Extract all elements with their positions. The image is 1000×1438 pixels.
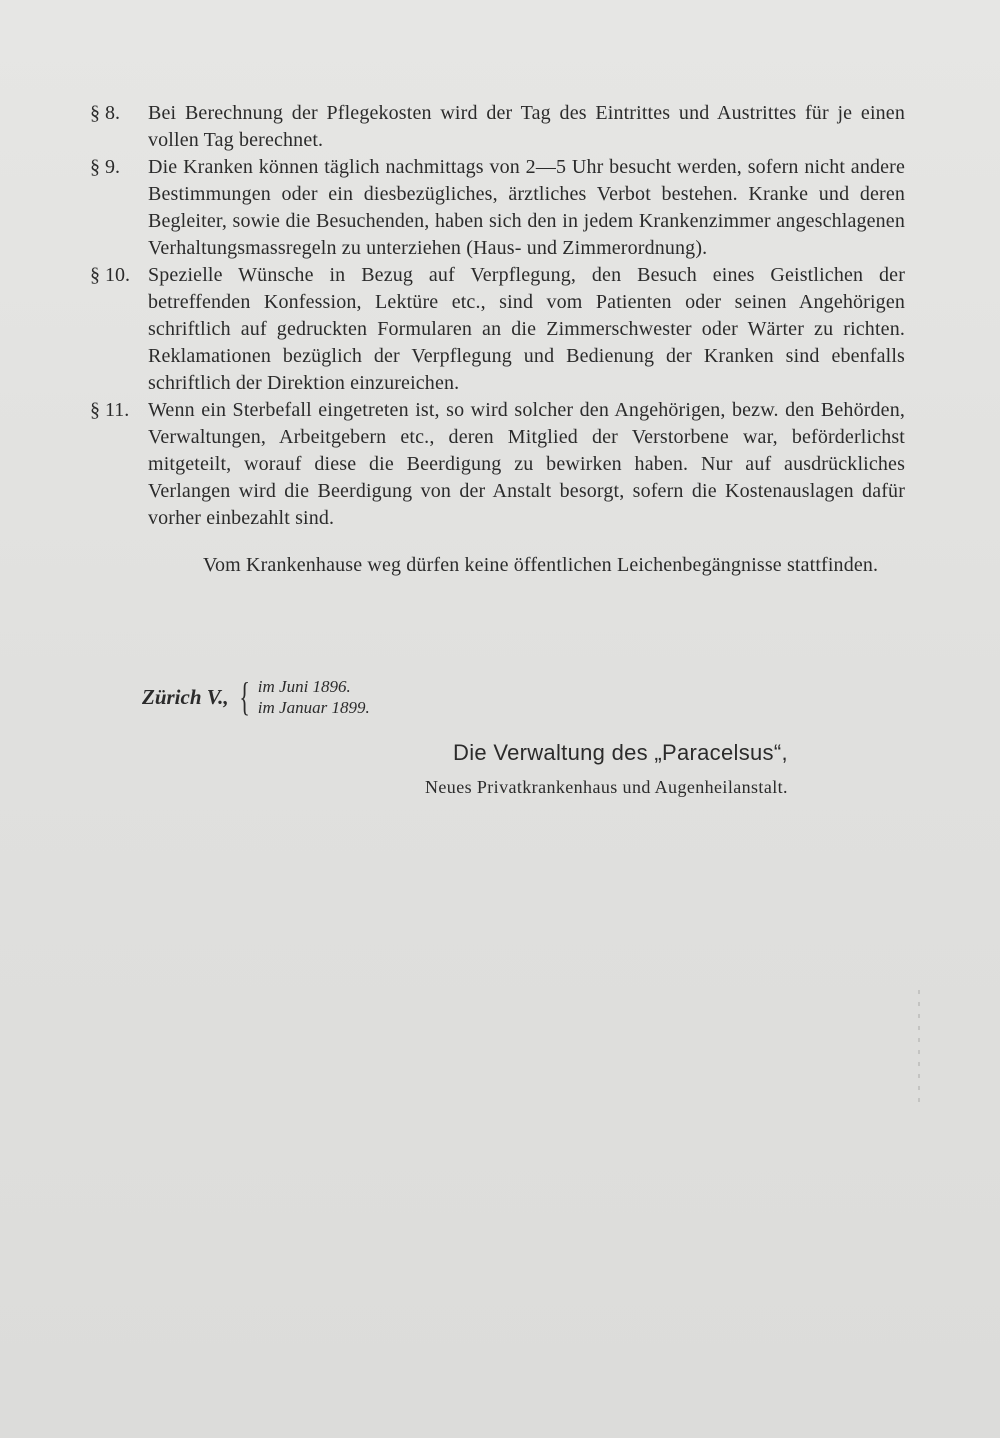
- scan-artifact: [918, 990, 920, 1110]
- regulations-body: [90, 100, 905, 599]
- signature-title: Die Verwaltung des „Paracelsus“,: [453, 740, 788, 765]
- paragraph-text: Die Kranken können täglich nachmittags von 2—5 Uhr besucht werden, sofern nicht andere Bestimmungen oder ein diesbezügliches, ärztliches Verbot bestehen. Kranke und deren Begleiter, sowie die Besuchenden, haben sich den in jedem Krankenzimmer angeschlagenen Verhaltungsmassregeln zu unterziehen (Haus- und Zimmerordnung).: [148, 156, 905, 259]
- brace: {: [238, 674, 250, 719]
- date-line: im Juni 1896.: [257, 677, 351, 696]
- paragraph-10: [90, 262, 905, 397]
- paragraph-number: § 9.: [90, 156, 120, 178]
- place-date-block: [142, 676, 370, 718]
- paragraph-8: [90, 100, 905, 154]
- signature-block: [425, 738, 885, 800]
- paragraph-number: § 8.: [90, 102, 120, 124]
- signature-subtitle: Neues Privatkrankenhaus und Augenheilanstalt.: [425, 777, 788, 797]
- paragraph-11: [90, 397, 905, 532]
- closing-paragraph: Vom Krankenhause weg dürfen keine öffentlichen Leichenbegängnisse stattfinden.: [203, 554, 879, 576]
- date-line: im Januar 1899.: [257, 698, 370, 717]
- paragraph-9: [90, 154, 905, 262]
- paragraph-text: Wenn ein Sterbefall eingetreten ist, so wird solcher den Angehörigen, bezw. den Behörden, Verwaltungen, Arbeitgebern etc., deren Mitglied der Verstorbene war, beförderlichst mitgeteilt, worauf diese die Beerdigung zu bewirken haben. Nur auf ausdrückliches Verlangen wird die Beerdigung von der Anstalt besorgt, sofern die Kostenauslagen dafür vorher einbezahlt sind.: [148, 399, 905, 529]
- paragraph-number: § 11.: [90, 399, 130, 421]
- paragraph-text: Spezielle Wünsche in Bezug auf Verpflegung, den Besuch eines Geistlichen der betreffenden Konfession, Lektüre etc., sind vom Patienten oder seinen Angehörigen schriftlich auf gedruckten Formularen an die Zimmerschwester oder Wärter zu richten. Reklamationen bezüglich der Verpflegung und Bedienung der Kranken sind ebenfalls schriftlich der Direktion einzureichen.: [148, 264, 905, 394]
- paragraph-number: § 10.: [90, 264, 130, 286]
- paragraph-text: Bei Berechnung der Pflegekosten wird der Tag des Eintrittes und Austrittes für je einen vollen Tag berechnet.: [148, 102, 905, 151]
- date-list: [258, 676, 370, 718]
- place: Zürich V.,: [142, 684, 229, 709]
